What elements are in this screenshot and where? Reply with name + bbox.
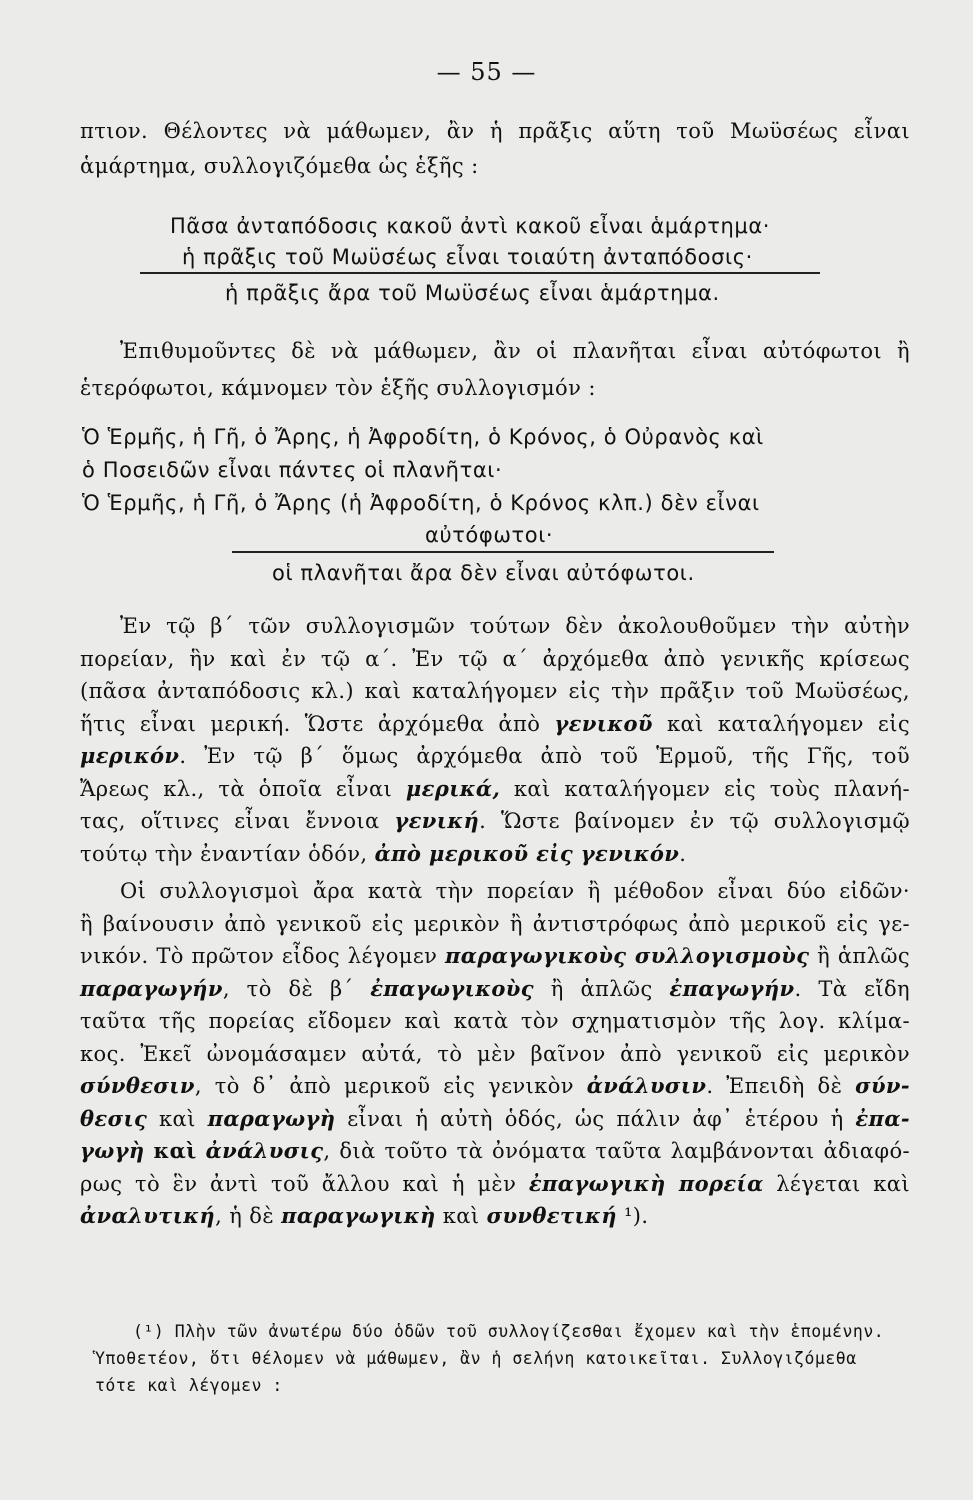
text-line [80,1070,910,1103]
text-span: καὶ καταλήγομεν εἰς [667,711,910,736]
emphasis: παραγωγὴ [207,1105,336,1131]
text-line: Οἱ συλλογισμοὶ ἄρα κατὰ τὴν πορείαν ἢ μέθοδον εἶναι δύο εἰδῶν· [120,879,910,903]
footnote-line: (¹) Πλὴν τῶν ἀνωτέρω δύο ὁδῶν τοῦ συλλογίζεσθαι ἔχομεν καὶ τὴν ἑπομένην. [133,1322,885,1341]
footnote-ref: ¹). [623,1204,649,1228]
text-line: πτιον. Θέλοντες νὰ μάθωμεν, ἂν ἡ πρᾶξις αὕτη τοῦ Μωϋσέως εἶναι [80,119,910,143]
emphasis: παραγωγήν [80,975,223,1001]
text-span: νικόν. Τὸ πρῶτον εἶδος λέγομεν [80,944,438,968]
emphasis: ἀπὸ μερικοῦ εἰς γενικόν [374,840,680,866]
emphasis: ἐπα- [855,1105,911,1131]
major-premise: Πᾶσα ἀνταπόδοσις κακοῦ ἀντὶ κακοῦ εἶναι ἁμάρτημα· [170,214,771,238]
text-span: ἢ ἁπλῶς [550,976,653,1001]
footnote-line: τότε καὶ λέγομεν : [95,1376,283,1395]
text-span: καὶ [159,1106,196,1131]
conclusion: οἱ πλανῆται ἄρα δὲν εἶναι αὐτόφωτοι. [272,561,695,585]
minor-premise-line2: αὐτόφωτοι· [425,523,554,547]
text-line [80,838,910,871]
text-line [80,1200,910,1233]
text-line: Ἐπιθυμοῦντες δὲ νὰ μάθωμεν, ἂν οἱ πλανῆται εἶναι αὐτόφωτοι ἢ [120,339,910,363]
text-line [80,773,910,806]
text-span: . Ἐπειδὴ δὲ [706,1074,843,1098]
emphasis: μερικόν [80,743,180,768]
text-line [80,1135,910,1168]
method-paragraph [80,875,910,1233]
text-span: λέγεται καὶ [776,1171,910,1196]
text-span: τας, οἵτινες εἶναι ἔννοια [80,809,380,833]
text-span: τούτῳ τὴν ἐναντίαν ὁδόν, [80,841,368,866]
text-span: εἶναι ἡ αὐτὴ ὁδός, ὡς πάλιν ἀφ᾽ ἑτέρου ἡ [347,1106,844,1131]
emphasis: ἀνάλυσιν [586,1073,707,1098]
comparison-paragraph [80,610,910,870]
footnote [95,1318,920,1399]
emphasis: γωγὴ [80,1138,145,1163]
text-line [80,805,910,838]
intro-paragraph [80,115,910,182]
emphasis: σύν- [855,1073,911,1098]
text-span: . Τὰ εἴδη [794,976,911,1001]
text-span: Ἄρεως κλ., τὰ ὁποῖα εἶναι [80,776,393,801]
emphasis: θεσις [80,1105,148,1131]
syllogism-rule [232,551,774,553]
emphasis: παραγωγικὴ [281,1203,436,1228]
minor-premise: ἡ πρᾶξις τοῦ Μωϋσέως εἶναι τοιαύτη ἀνταπόδοσις· [182,245,753,269]
major-premise-line2: ὁ Ποσειδῶν εἶναι πάντες οἱ πλανῆται· [82,458,503,482]
text-line [80,708,910,741]
text-span: , ἡ δὲ [215,1204,275,1228]
text-line: (πᾶσα ἀνταπόδοσις κλ.) καὶ καταλήγομεν εἰς τὴν πρᾶξιν τοῦ Μωϋσέως, [80,679,910,703]
emphasis: παραγωγικοὺς συλλογισμοὺς [445,943,810,968]
text-span: ἢ ἁπλῶς [817,944,911,968]
emphasis: καὶ [153,1138,197,1163]
text-span: , τὸ δὲ β΄ [222,976,354,1001]
syllogism-rule [140,272,820,274]
text-line [80,740,910,773]
page-number: — 55 — [436,58,537,86]
minor-premise-line1: Ὁ Ἑρμῆς, ἡ Γῆ, ὁ Ἄρης (ἡ Ἀφροδίτη, ὁ Κρόνος κλπ.) δὲν εἶναι [82,491,760,515]
text-line: κος. Ἐκεῖ ὠνομάσαμεν αὐτά, τὸ μὲν βαῖνον ἀπὸ γενικοῦ εἰς μερικὸν [80,1041,910,1066]
footnote-line: Ὑποθετέον, ὅτι θέλομεν νὰ μάθωμεν, ἂν ἡ σελήνη κατοικεῖται. Συλλογιζόμεθα [95,1349,857,1368]
text-span: . [679,841,687,866]
text-span: καὶ καταλήγομεν εἰς τοὺς πλανή- [513,776,910,801]
emphasis: ἀνάλυσις [205,1138,324,1163]
text-line: ἑτερόφωτοι, κάμνομεν τὸν ἑξῆς συλλογισμόν : [80,375,596,400]
planets-paragraph [80,335,910,404]
emphasis: ἀναλυτική [80,1203,216,1228]
text-span: καὶ [442,1204,480,1228]
text-line [80,1168,910,1201]
text-span: ἥτις εἶναι μερική. Ὥστε ἀρχόμεθα ἀπὸ [80,711,541,736]
emphasis: ἐπαγωγήν [669,975,795,1001]
text-span: ρως τὸ ἓν ἀντὶ τοῦ ἄλλου καὶ ἡ μὲν [80,1171,517,1196]
text-line: ἢ βαίνουσιν ἀπὸ γενικοῦ εἰς μερικὸν ἢ ἀντιστρόφως ἀπὸ μερικοῦ εἰς γε- [80,911,910,936]
text-line: Ἐν τῷ β΄ τῶν συλλογισμῶν τούτων δὲν ἀκολουθοῦμεν τὴν αὐτὴν [120,614,910,638]
emphasis: ἐπαγωγικοὺς [370,975,534,1001]
text-span: , διὰ τοῦτο τὰ ὀνόματα ταῦτα λαμβάνονται ἀδιαφό- [323,1139,910,1163]
text-span: , τὸ δ᾽ ἀπὸ μερικοῦ εἰς γενικὸν [194,1074,574,1098]
text-span: . Ἐν τῷ β΄ ὅμως ἀρχόμεθα ἀπὸ τοῦ Ἑρμοῦ, τῆς Γῆς, τοῦ [179,744,910,768]
text-span: . Ὥστε βαίνομεν ἐν τῷ συλλογισμῷ [479,809,910,833]
text-line: ἁμάρτημα, συλλογιζόμεθα ὡς ἑξῆς : [80,153,479,178]
text-line: πορείαν, ἣν καὶ ἐν τῷ α΄. Ἐν τῷ α΄ ἀρχόμεθα ἀπὸ γενικῆς κρίσεως [80,646,910,671]
major-premise-line1: Ὁ Ἑρμῆς, ἡ Γῆ, ὁ Ἄρης, ἡ Ἀφροδίτη, ὁ Κρόνος, ὁ Οὐρανὸς καὶ [82,425,764,449]
text-line [80,973,910,1006]
text-line [80,940,910,973]
text-line [80,1103,910,1136]
text-line: ταῦτα τῆς πορείας εἴδομεν καὶ κατὰ τὸν σχηματισμὸν τῆς λογ. κλίμα- [80,1009,910,1033]
conclusion: ἡ πρᾶξις ἄρα τοῦ Μωϋσέως εἶναι ἁμάρτημα. [225,281,720,305]
emphasis: σύνθεσιν [80,1073,195,1098]
emphasis: συνθετική [486,1203,617,1228]
emphasis: γενικοῦ [554,710,653,736]
emphasis: μερικά, [405,775,501,801]
emphasis: γενική [394,808,480,833]
emphasis: ἐπαγωγικὴ πορεία [528,1170,764,1196]
